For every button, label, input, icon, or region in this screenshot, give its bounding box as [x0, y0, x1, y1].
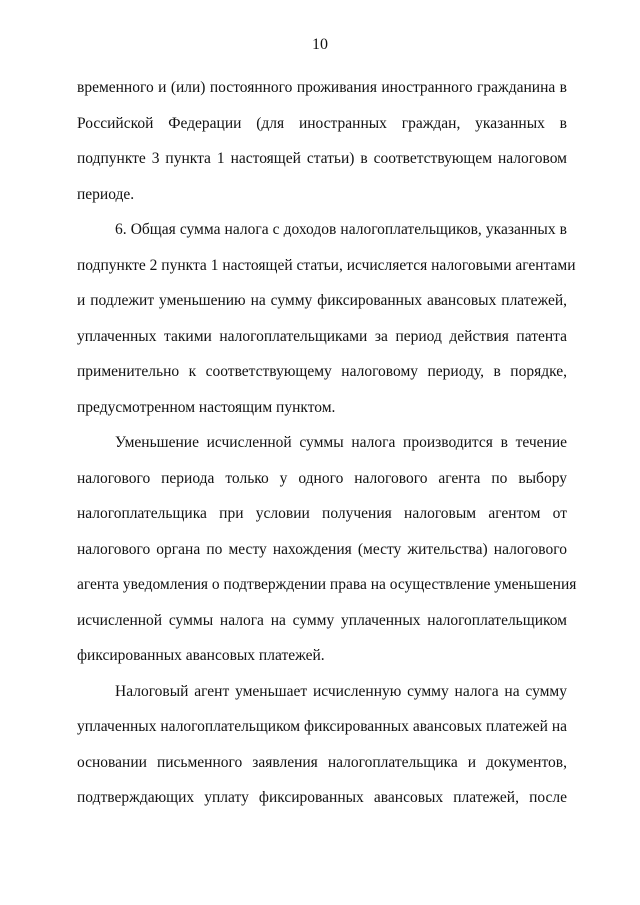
text-line: подпункте 3 пункта 1 настоящей статьи) в соответствующем налоговом: [77, 150, 567, 167]
text-line: предусмотренном настоящим пунктом.: [77, 398, 336, 416]
text-line: уплаченных налогоплательщиком фиксированных авансовых платежей на: [77, 718, 567, 735]
text-line: временного и (или) постоянного проживания иностранного гражданина в: [77, 79, 567, 96]
text-line: уплаченных такими налогоплательщиками за период действия патента: [77, 327, 567, 345]
text-line: налогового органа по месту нахождения (месту жительства) налогового: [77, 540, 567, 558]
text-line: подтверждающих уплату фиксированных авансовых платежей, после: [77, 789, 567, 806]
paragraph-3: [77, 425, 577, 674]
body-text: [77, 70, 577, 816]
text-line: подпункте 2 пункта 1 настоящей статьи, исчисляется налоговыми агентами: [77, 256, 576, 274]
text-line: периоде.: [77, 185, 135, 203]
text-line: применительно к соответствующему налоговому периоду, в порядке,: [77, 363, 567, 380]
text-line: агента уведомления о подтверждении права на осуществление уменьшения: [77, 576, 577, 593]
text-line: Уменьшение исчисленной суммы налога производится в течение: [115, 434, 567, 451]
paragraph-2: [77, 212, 576, 425]
text-line: фиксированных авансовых платежей.: [77, 647, 325, 664]
text-line: Российской Федерации (для иностранных граждан, указанных в: [77, 114, 567, 132]
text-line: исчисленной суммы налога на сумму уплаченных налогоплательщиком: [77, 611, 567, 629]
text-line: 6. Общая сумма налога с доходов налогоплательщиков, указанных в: [115, 221, 567, 238]
text-line: основании письменного заявления налогоплательщика и документов,: [77, 753, 567, 771]
text-line: налогового периода только у одного налогового агента по выбору: [77, 469, 567, 487]
text-line: и подлежит уменьшению на сумму фиксированных авансовых платежей,: [77, 292, 567, 309]
paragraph-1: [77, 70, 567, 212]
paragraph-4: [77, 674, 567, 816]
page-number: 10: [312, 36, 328, 53]
text-line: Налоговый агент уменьшает исчисленную сумму налога на сумму: [115, 682, 567, 700]
text-line: налогоплательщика при условии получения налоговым агентом от: [77, 505, 567, 522]
